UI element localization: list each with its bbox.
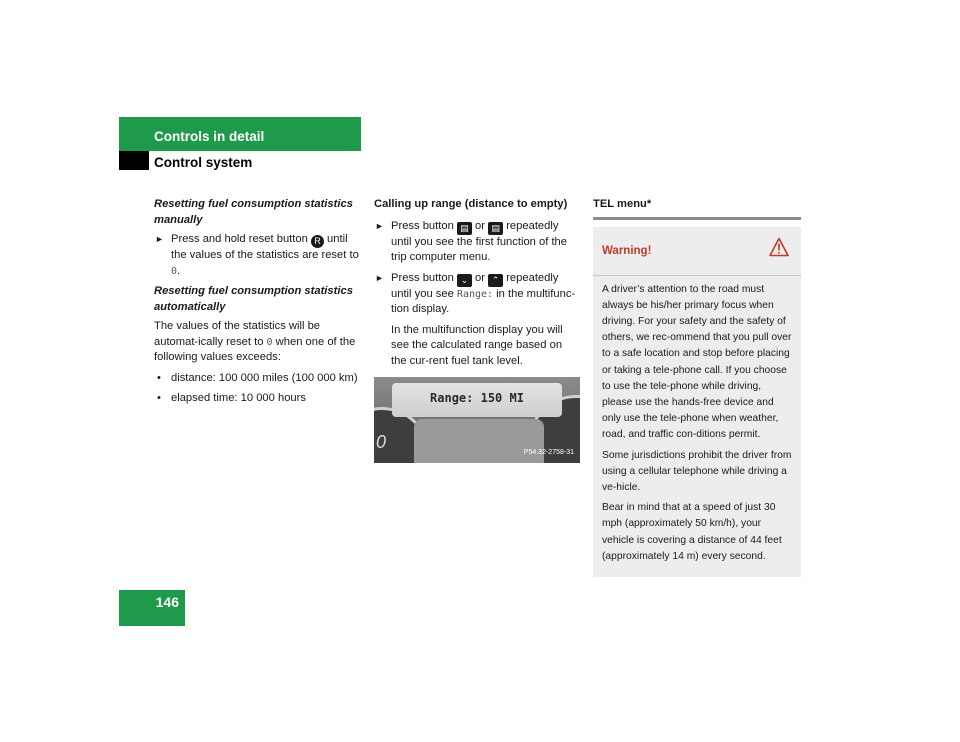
warning-box	[593, 227, 801, 577]
heading-tel-menu: TEL menu*	[593, 198, 652, 210]
warning-title: Warning!	[602, 244, 652, 257]
step-arrow-icon: ►	[375, 272, 384, 283]
up-button-icon: ⌃	[488, 274, 503, 287]
menu-button-icon: ▤	[457, 222, 472, 235]
subsection-title: Control system	[154, 155, 253, 170]
step-range-2: ► Press button ⌄ or ⌃ repeatedly until you see Range: in the multifunc-tion display.	[375, 271, 576, 315]
multifunction-display	[392, 383, 562, 417]
step-reset-manual: ► Press and hold reset button R until the values of the statistics are reset to 0.	[155, 233, 359, 277]
column-middle	[374, 197, 580, 463]
heading-reset-manual: Resetting fuel consumption statistics manually	[154, 198, 353, 226]
warning-triangle-icon	[769, 237, 789, 257]
paragraph-range: In the multifunction display you will see the calculated range based on the cur-rent fuel tank level.	[391, 323, 563, 367]
bullet-icon: •	[157, 371, 161, 384]
step-arrow-icon: ►	[375, 220, 384, 231]
heading-rule	[593, 217, 801, 220]
gauge-digit: 0	[376, 432, 387, 452]
display-text: Range: 150 MI	[430, 391, 524, 405]
subsection-marker	[119, 151, 149, 170]
step-arrow-icon: ►	[155, 234, 164, 244]
image-code: P54.32-2758-31	[523, 448, 574, 456]
down-button-icon: ⌄	[457, 274, 472, 287]
column-left	[154, 197, 359, 412]
section-title: Controls in detail	[154, 129, 265, 144]
paragraph-reset-auto: The values of the statistics will be automat-ically reset to 0 when one of the following values exceeds:	[154, 320, 356, 363]
reset-button-icon: R	[311, 235, 324, 248]
warning-body	[593, 276, 801, 577]
column-right	[593, 197, 801, 577]
bullet-icon: •	[157, 392, 161, 404]
warning-paragraph: Some jurisdictions prohibit the driver from using a cellular telephone while driving a ve-hicle.	[602, 449, 792, 493]
heading-reset-auto: Resetting fuel consumption statistics automatically	[154, 285, 353, 313]
heading-range: Calling up range (distance to empty)	[374, 198, 568, 210]
list-item: • distance: 100 000 miles (100 000 km)	[154, 371, 359, 387]
warning-paragraph: A driver’s attention to the road must always be his/her primary focus when driving. For your safety and the safety of others, we rec-ommend that you pull over to a safe location and stop before placing or taking a tele-phone call. If you choose to use the tele-phone while driving, please use the hands-free device and only use the tele-phone when weather, road, and traffic con-ditions permit.	[602, 283, 792, 441]
instrument-cluster-image	[374, 377, 580, 463]
step-range-1: ► Press button ▤ or ▤ repeatedly until you see the first function of the trip computer menu.	[375, 219, 567, 263]
menu-button-icon: ▤	[488, 222, 503, 235]
list-item: • elapsed time: 10 000 hours	[154, 391, 359, 407]
warning-paragraph: Bear in mind that at a speed of just 30 mph (approximately 50 km/h), your vehicle is covering a distance of 44 feet (approximately 14 m) every second.	[602, 502, 782, 562]
page-number: 146	[155, 594, 179, 610]
